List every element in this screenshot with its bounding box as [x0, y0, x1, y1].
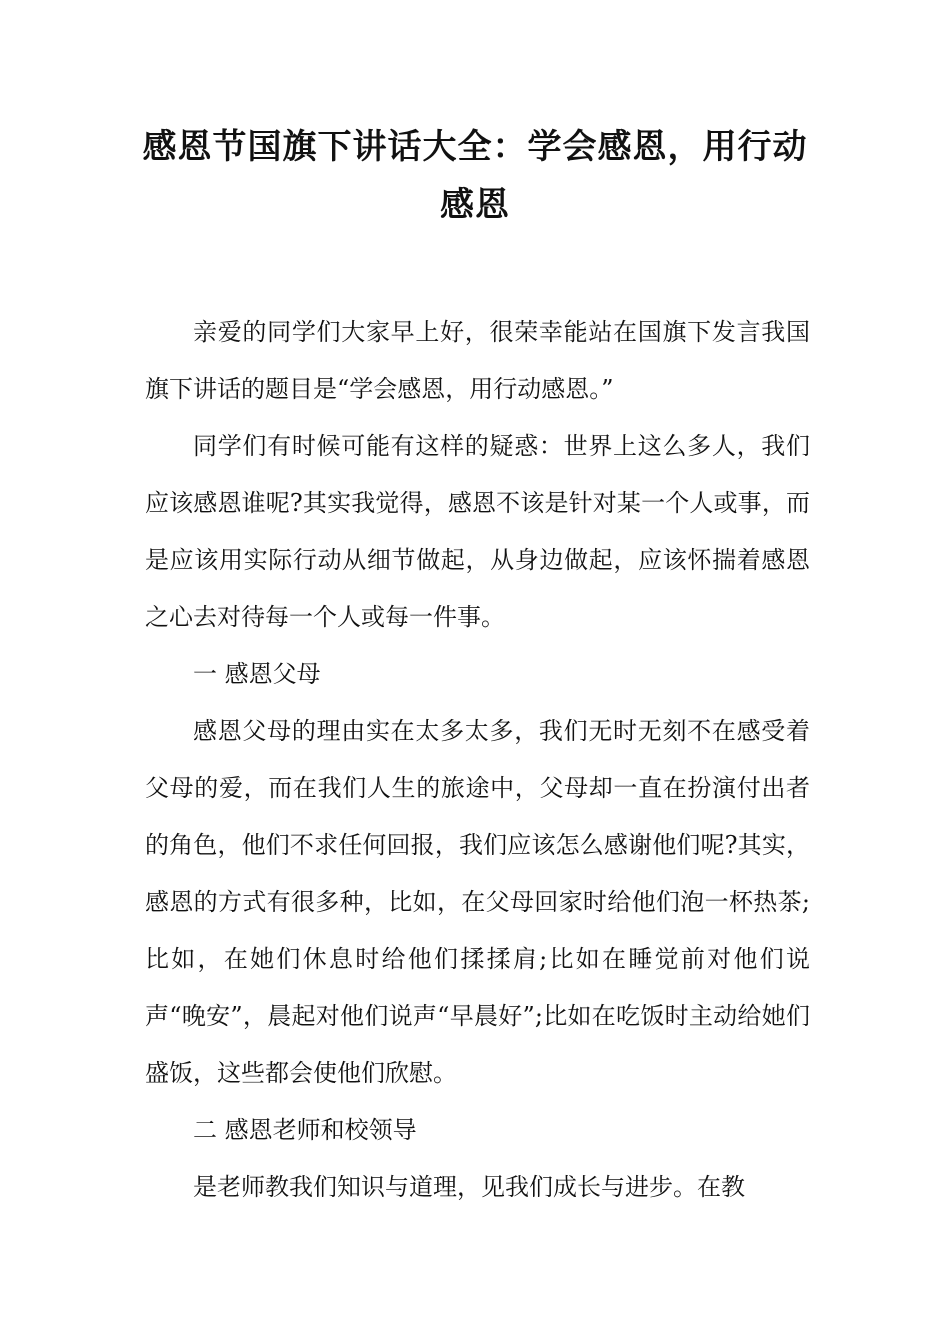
- paragraph-greeting: 亲爱的同学们大家早上好，很荣幸能站在国旗下发言我国旗下讲话的题目是“学会感恩，用行动感恩。”: [145, 318, 810, 403]
- paragraph-teachers: 是老师教我们知识与道理，见我们成长与进步。在教: [193, 1173, 745, 1201]
- document-body: [145, 304, 810, 1216]
- paragraph-parents: 感恩父母的理由实在太多太多，我们无时无刻不在感受着父母的爱，而在我们人生的旅途中，父母却一直在扮演付出者的角色，他们不求任何回报，我们应该怎么感谢他们呢?其实，感恩的方式有很多种，比如，在父母回家时给他们泡一杯热茶;比如，在她们休息时给他们揉揉肩;比如在睡觉前对他们说声“晚安”，晨起对他们说声“早晨好”;比如在吃饭时主动给她们盛饭，这些都会使他们欣慰。: [145, 717, 810, 1087]
- section-heading-parents: 一 感恩父母: [193, 660, 321, 688]
- paragraph-question: 同学们有时候可能有这样的疑惑：世界上这么多人，我们应该感恩谁呢?其实我觉得，感恩不该是针对某一个人或事，而是应该用实际行动从细节做起，从身边做起，应该怀揣着感恩之心去对待每一个人或每一件事。: [145, 432, 810, 631]
- section-heading-teachers: 二 感恩老师和校领导: [193, 1116, 417, 1144]
- document-title: 感恩节国旗下讲话大全：学会感恩，用行动感恩: [142, 127, 808, 225]
